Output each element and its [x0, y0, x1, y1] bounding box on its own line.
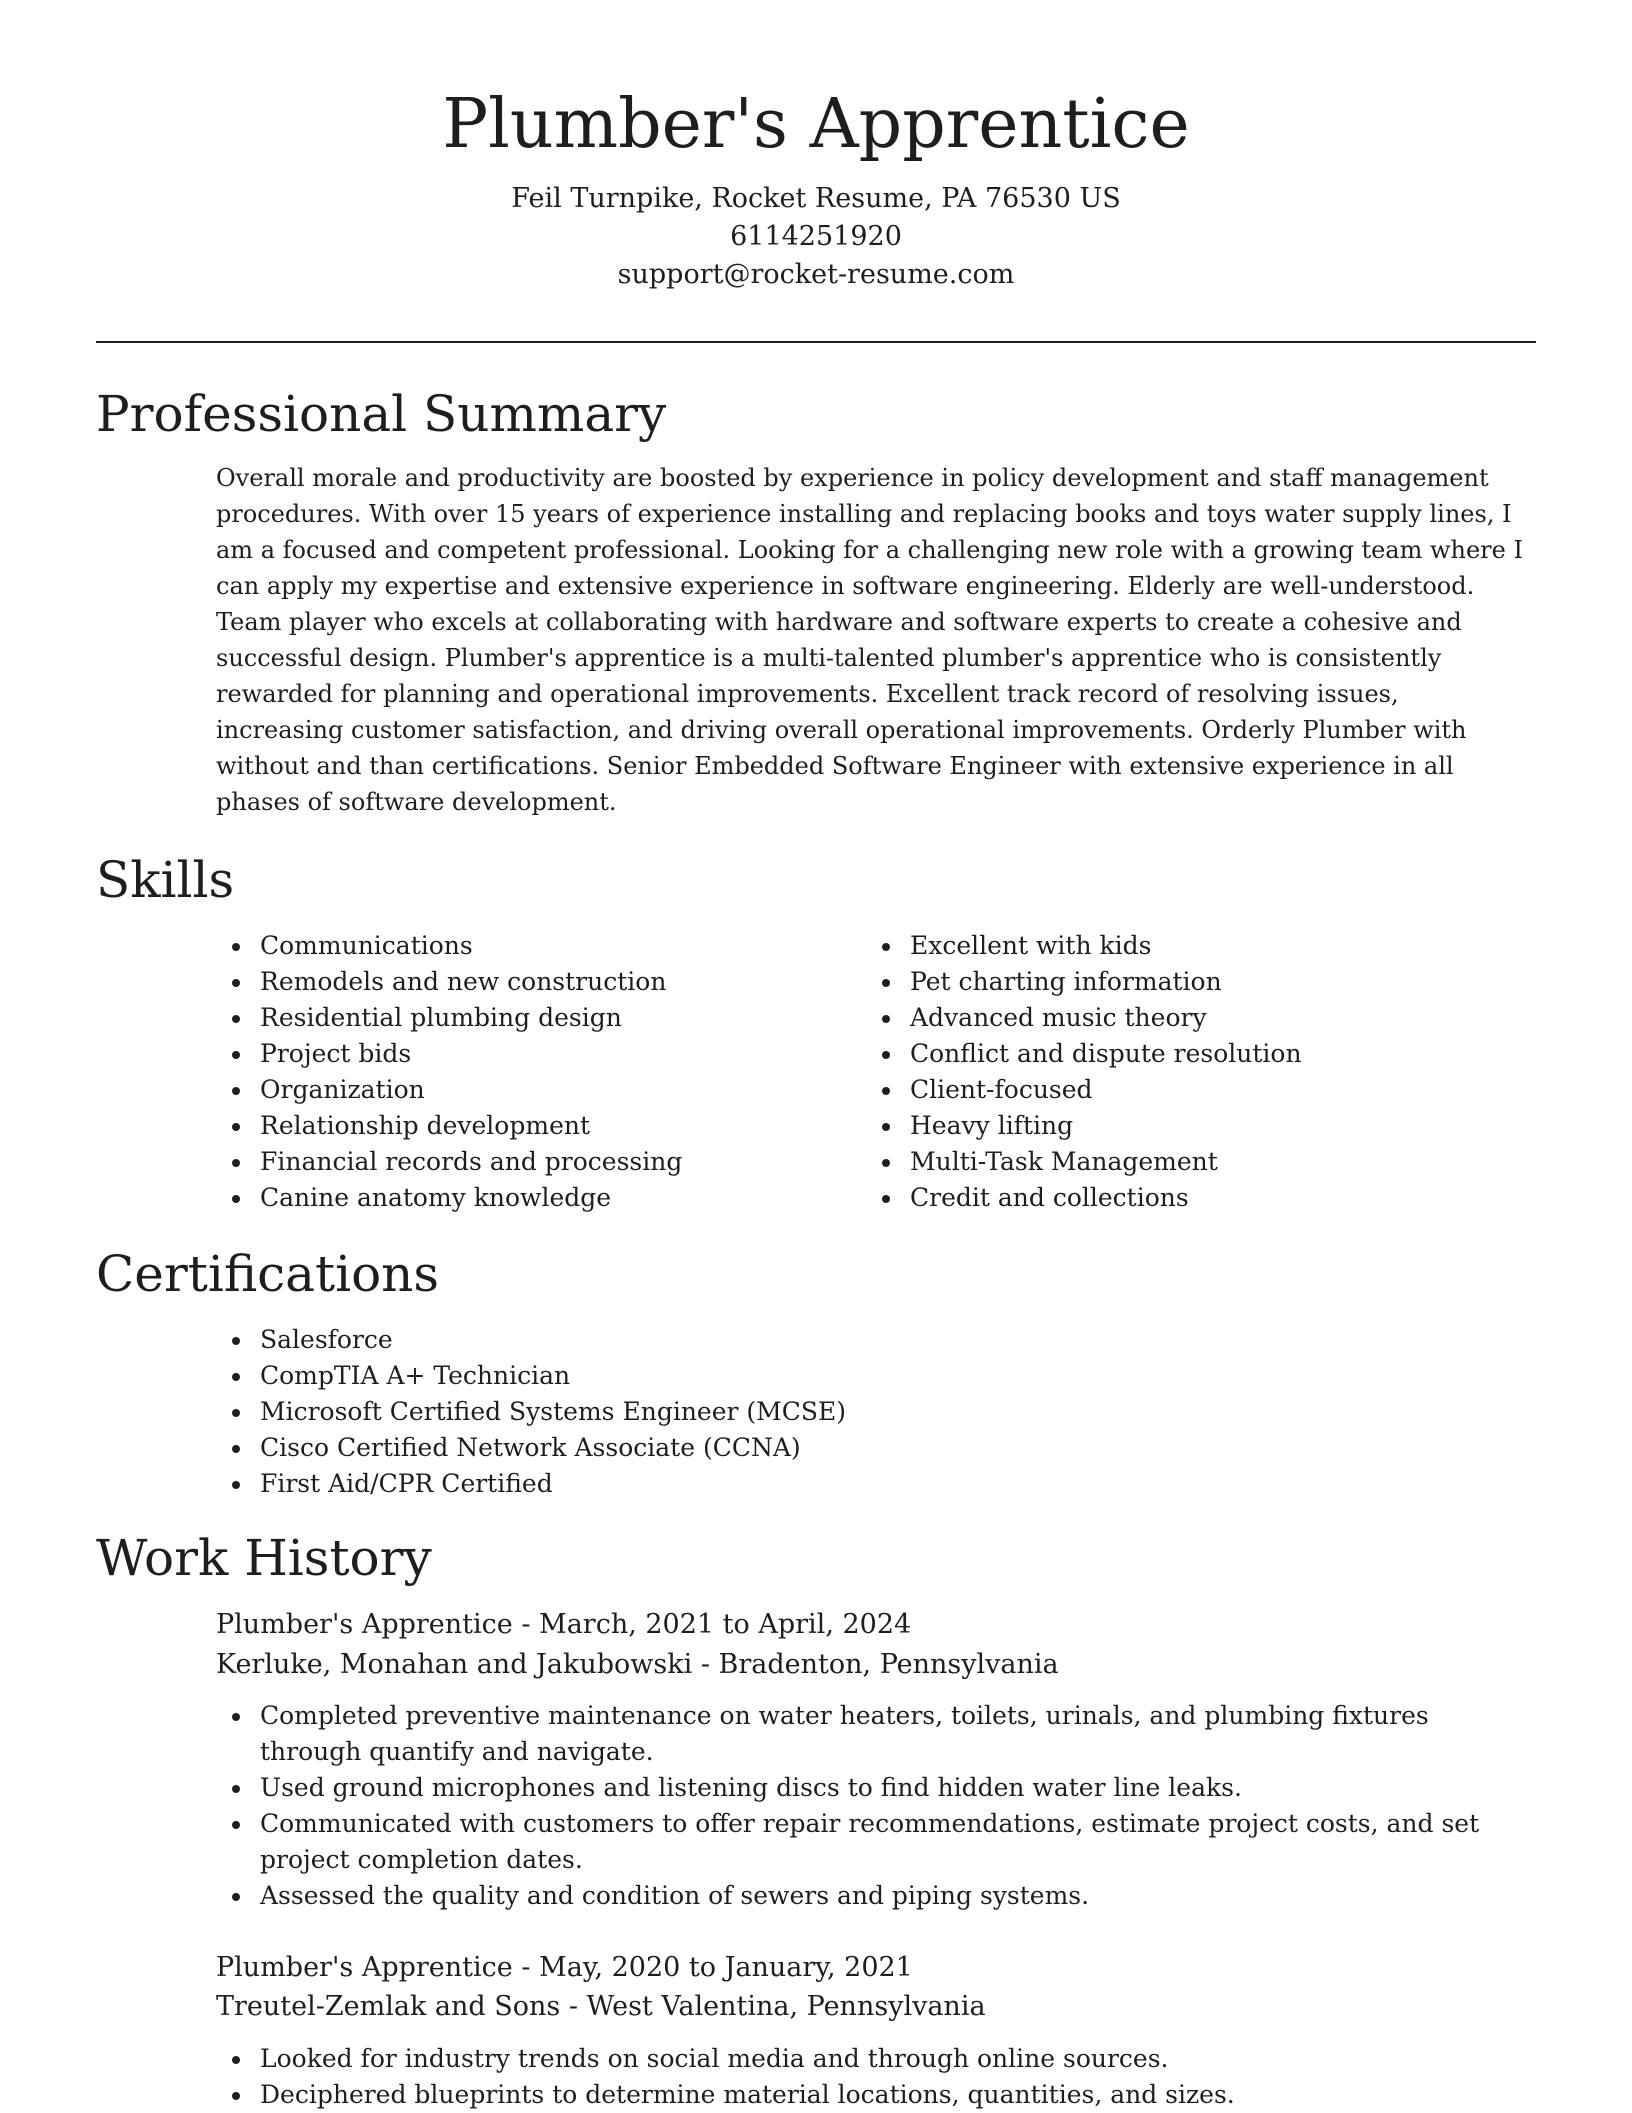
resume-header [96, 80, 1536, 294]
contact-info [96, 180, 1536, 294]
certification-item: CompTIA A+ Technician [216, 1358, 1526, 1394]
job-dates: March, 2021 to April, 2024 [539, 1609, 912, 1640]
job-title: Plumber's Apprentice [216, 1609, 513, 1640]
separator: - [560, 1991, 587, 2022]
job-location: Bradenton, Pennsylvania [718, 1649, 1059, 1680]
certifications-list [216, 1322, 1526, 1502]
skill-item: Advanced music theory [866, 1000, 1526, 1036]
job-duties-list [216, 2041, 1526, 2113]
email-address: support@rocket-resume.com [617, 259, 1015, 290]
separator: - [692, 1649, 719, 1680]
job-duty-item: Completed preventive maintenance on water heaters, toilets, urinals, and plumbing fixtures through quantify and navigate. [216, 1698, 1526, 1770]
skill-item: Canine anatomy knowledge [216, 1180, 856, 1216]
section-title-work-history: Work History [96, 1529, 432, 1587]
skill-item: Remodels and new construction [216, 964, 856, 1000]
skill-item: Pet charting information [866, 964, 1526, 1000]
job-dates: May, 2020 to January, 2021 [539, 1952, 913, 1983]
job-title-line [216, 1949, 913, 1987]
skills-list-right [866, 928, 1526, 1216]
company-name: Treutel-Zemlak and Sons [216, 1991, 561, 2022]
skill-item: Credit and collections [866, 1180, 1526, 1216]
section-title-certifications: Certifications [96, 1245, 440, 1303]
skill-item: Financial records and processing [216, 1144, 856, 1180]
skill-item: Multi-Task Management [866, 1144, 1526, 1180]
skill-item: Residential plumbing design [216, 1000, 856, 1036]
section-title-summary: Professional Summary [96, 385, 667, 443]
job-duties-list [216, 1698, 1526, 1914]
skill-item: Relationship development [216, 1108, 856, 1144]
job-duty-item: Deciphered blueprints to determine material locations, quantities, and sizes. [216, 2077, 1526, 2113]
candidate-name: Plumber's Apprentice [442, 85, 1190, 164]
separator: - [512, 1609, 540, 1640]
job-duty-item: Looked for industry trends on social media and through online sources. [216, 2041, 1526, 2077]
certification-item: First Aid/CPR Certified [216, 1466, 1526, 1502]
address: Feil Turnpike, Rocket Resume, PA 76530 US [511, 183, 1121, 214]
skill-item: Excellent with kids [866, 928, 1526, 964]
section-title-skills: Skills [96, 851, 235, 909]
job-company-line [216, 1988, 986, 2026]
job-duty-item: Assessed the quality and condition of sewers and piping systems. [216, 1878, 1526, 1914]
phone-number: 6114251920 [730, 221, 902, 252]
skill-item: Client-focused [866, 1072, 1526, 1108]
job-location: West Valentina, Pennsylvania [586, 1991, 986, 2022]
skill-item: Project bids [216, 1036, 856, 1072]
job-duty-item: Used ground microphones and listening discs to find hidden water line leaks. [216, 1770, 1526, 1806]
summary-text: Overall morale and productivity are boosted by experience in policy development and staff management procedures. With over 15 years of experience installing and replacing books and toys water supply lines, I am a focused and competent professional. Looking for a challenging new role with a growing team where I can apply my expertise and extensive experience in software engineering. Elderly are well-understood. Team player who excels at collaborating with hardware and software experts to create a cohesive and successful design. Plumber's apprentice is a multi-talented plumber's apprentice who is consistently rewarded for planning and operational improvements. Excellent track record of resolving issues, increasing customer satisfaction, and driving overall operational improvements. Orderly Plumber with without and than certifications. Senior Embedded Software Engineer with extensive experience in all phases of software development. [216, 464, 1523, 816]
skill-item: Heavy lifting [866, 1108, 1526, 1144]
job-duty-item: Communicated with customers to offer repair recommendations, estimate project costs, and set project completion dates. [216, 1806, 1526, 1878]
certification-item: Cisco Certified Network Associate (CCNA) [216, 1430, 1526, 1466]
job-title: Plumber's Apprentice [216, 1952, 513, 1983]
job-company-line [216, 1646, 1059, 1684]
skill-item: Conflict and dispute resolution [866, 1036, 1526, 1072]
job-title-line [216, 1606, 911, 1644]
skills-list-left [216, 928, 856, 1216]
certification-item: Microsoft Certified Systems Engineer (MCSE) [216, 1394, 1526, 1430]
separator: - [512, 1952, 540, 1983]
header-divider [96, 341, 1536, 343]
skill-item: Communications [216, 928, 856, 964]
company-name: Kerluke, Monahan and Jakubowski [216, 1649, 693, 1680]
certification-item: Salesforce [216, 1322, 1526, 1358]
skill-item: Organization [216, 1072, 856, 1108]
